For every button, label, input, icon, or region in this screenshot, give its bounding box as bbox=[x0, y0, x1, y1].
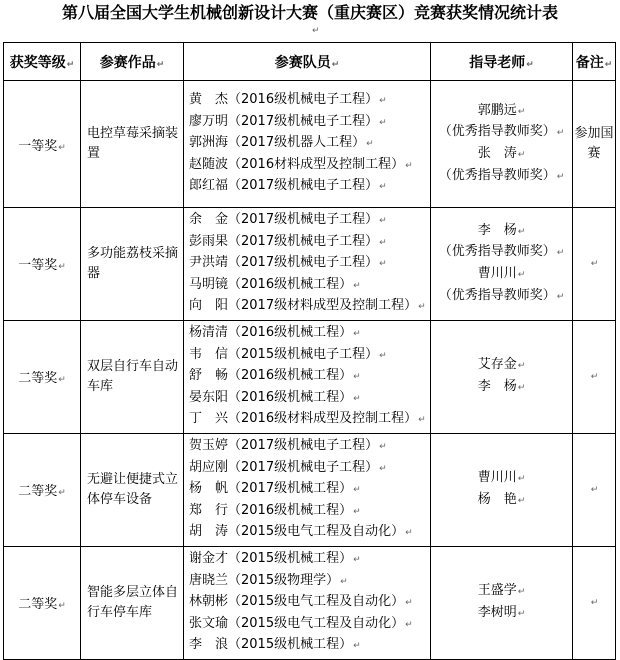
work-cell bbox=[81, 320, 184, 433]
paragraph-mark-icon: ↵ bbox=[556, 171, 565, 182]
paragraph-mark-icon: ↵ bbox=[590, 372, 599, 383]
advisor-text: 曹川川 bbox=[477, 470, 517, 486]
advisor-text: （优秀指导教师奖） bbox=[438, 244, 556, 260]
work-title: 双层自行车自动车库 bbox=[87, 358, 179, 394]
paragraph-mark-icon: ↵ bbox=[590, 485, 599, 496]
team-member bbox=[189, 614, 430, 636]
paragraph-mark-icon: ↵ bbox=[556, 291, 565, 302]
advisor-line bbox=[431, 490, 572, 512]
advisor-text: 李 杨 bbox=[477, 378, 517, 394]
team-members-cell bbox=[184, 433, 431, 546]
award-rank: 一等奖 bbox=[18, 138, 58, 154]
note-cell bbox=[573, 208, 616, 321]
advisor-line bbox=[431, 581, 572, 603]
team-member-text: 唐晓兰（2015级物理学） bbox=[189, 572, 340, 588]
team-member-text: 廖万明（2017级机械电子工程） bbox=[189, 113, 379, 129]
page-title: 第八届全国大学生机械创新设计大赛（重庆赛区）竞赛获奖情况统计表 bbox=[61, 3, 558, 22]
work-cell bbox=[81, 208, 184, 321]
paragraph-mark-icon: ↵ bbox=[405, 528, 413, 539]
advisor-line bbox=[431, 377, 572, 399]
paragraph-mark-icon: ↵ bbox=[590, 598, 599, 609]
team-member-text: 余 金（2017级机械电子工程） bbox=[189, 212, 379, 227]
table-row bbox=[4, 546, 616, 659]
advisor-line bbox=[431, 286, 572, 308]
note-cell bbox=[573, 546, 616, 659]
advisor-text: 艾存金 bbox=[477, 357, 517, 373]
team-member-text: 谢金才（2015级机械工程） bbox=[189, 550, 353, 566]
note-cell bbox=[573, 433, 616, 546]
paragraph-mark-icon: ↵ bbox=[353, 506, 361, 517]
work-cell bbox=[81, 81, 184, 208]
award-rank-cell bbox=[4, 433, 81, 546]
paragraph-mark-icon: ↵ bbox=[58, 375, 66, 386]
header-advisor: 指导老师↵ bbox=[431, 43, 573, 81]
team-member bbox=[189, 479, 430, 501]
paragraph-mark-icon: ↵ bbox=[353, 372, 361, 383]
work-title: 电控草莓采摘装置 bbox=[87, 126, 179, 161]
award-rank: 二等奖 bbox=[18, 371, 58, 387]
note-cell bbox=[573, 81, 616, 208]
paragraph-mark-icon: ↵ bbox=[58, 142, 66, 153]
team-members-cell bbox=[184, 81, 431, 208]
team-member-text: 马明镜（2016级机械工程） bbox=[189, 276, 353, 292]
awards-table bbox=[3, 42, 616, 660]
header-note: 备注↵ bbox=[573, 43, 616, 81]
advisor-cell bbox=[431, 320, 573, 433]
paragraph-mark-icon: ↵ bbox=[517, 608, 526, 619]
paragraph-mark-icon: ↵ bbox=[312, 26, 320, 36]
paragraph-mark-icon: ↵ bbox=[353, 554, 361, 565]
advisor-line bbox=[431, 101, 572, 123]
advisor-line bbox=[431, 144, 572, 166]
award-rank: 一等奖 bbox=[18, 258, 58, 274]
paragraph-mark-icon: ↵ bbox=[379, 216, 387, 226]
team-member-text: 彭雨果（2017级机械电子工程） bbox=[189, 233, 379, 249]
paragraph-mark-icon: ↵ bbox=[405, 619, 413, 630]
team-member-text: 张文瑜（2015级电气工程及自动化） bbox=[189, 615, 405, 631]
team-member-text: 晏东阳（2016级机械工程） bbox=[189, 389, 353, 405]
paragraph-mark-icon: ↵ bbox=[353, 280, 361, 291]
team-member-text: 黄 杰（2016级机械电子工程） bbox=[189, 92, 379, 108]
work-title: 智能多层立体自行车停车库 bbox=[87, 584, 179, 620]
team-member bbox=[189, 275, 430, 297]
work-cell bbox=[81, 546, 184, 659]
team-member bbox=[189, 549, 430, 571]
advisor-text: 张 涛 bbox=[477, 146, 517, 161]
advisor-line bbox=[431, 468, 572, 490]
team-members-cell bbox=[184, 546, 431, 659]
advisor-text: 李树明 bbox=[477, 604, 517, 620]
team-member bbox=[189, 133, 430, 155]
team-member-text: 尹洪靖（2017级机械电子工程） bbox=[189, 255, 379, 271]
team-member-text: 赵随波（2016材料成型及控制工程） bbox=[189, 156, 405, 172]
paragraph-mark-icon: ↵ bbox=[517, 382, 526, 393]
advisor-line bbox=[431, 221, 572, 243]
team-members-cell bbox=[184, 320, 431, 433]
header-team: 参赛队员↵ bbox=[184, 43, 431, 81]
advisor-cell bbox=[431, 433, 573, 546]
paragraph-mark-icon: ↵ bbox=[379, 441, 387, 452]
advisor-text: 杨 艳 bbox=[477, 491, 517, 507]
advisor-text: 曹川川 bbox=[477, 265, 517, 281]
team-member-text: 李 浪（2015级机械工程） bbox=[189, 637, 353, 653]
team-member bbox=[189, 409, 430, 431]
award-rank-cell bbox=[4, 81, 81, 208]
header-rank: 获奖等级↵ bbox=[4, 43, 81, 81]
advisor-line bbox=[431, 603, 572, 625]
team-member bbox=[189, 323, 430, 345]
team-members-cell bbox=[184, 208, 431, 321]
table-row bbox=[4, 433, 616, 546]
award-rank-cell bbox=[4, 546, 81, 659]
paragraph-mark-icon: ↵ bbox=[379, 237, 387, 248]
paragraph-mark-icon: ↵ bbox=[58, 601, 66, 612]
paragraph-mark-icon: ↵ bbox=[556, 248, 565, 259]
team-member-text: 韦 信（2015级机械电子工程） bbox=[189, 346, 379, 362]
table-row bbox=[4, 81, 616, 208]
team-member bbox=[189, 296, 430, 318]
team-member bbox=[189, 571, 430, 593]
advisor-line bbox=[431, 264, 572, 286]
paragraph-mark-icon: ↵ bbox=[58, 488, 66, 499]
team-member bbox=[189, 388, 430, 410]
team-member bbox=[189, 345, 430, 367]
advisor-text: （优秀指导教师奖） bbox=[438, 287, 556, 303]
paragraph-mark-icon: ↵ bbox=[379, 259, 387, 270]
advisor-text: 郭鹏远 bbox=[477, 102, 517, 118]
team-member bbox=[189, 90, 430, 112]
team-member-text: 郎红福（2017级机械电子工程） bbox=[189, 178, 379, 194]
team-member bbox=[189, 501, 430, 523]
team-member bbox=[189, 592, 430, 614]
note-text: 参加国赛 bbox=[574, 126, 614, 161]
paragraph-mark-icon: ↵ bbox=[353, 485, 361, 496]
paragraph-mark-icon: ↵ bbox=[340, 576, 348, 587]
team-member-text: 丁 兴（2016级材料成型及控制工程） bbox=[189, 411, 418, 427]
award-rank-cell bbox=[4, 208, 81, 321]
team-member bbox=[189, 176, 430, 198]
team-member-text: 杨清清（2016级机械工程） bbox=[189, 324, 353, 340]
paragraph-mark-icon: ↵ bbox=[405, 598, 413, 609]
advisor-text: 李 杨 bbox=[477, 222, 517, 238]
table-row bbox=[4, 320, 616, 433]
advisor-text: （优秀指导教师奖） bbox=[438, 124, 556, 140]
team-member bbox=[189, 458, 430, 480]
paragraph-mark-icon: ↵ bbox=[517, 495, 526, 506]
paragraph-mark-icon: ↵ bbox=[517, 106, 526, 117]
team-member bbox=[189, 635, 430, 657]
team-member bbox=[189, 366, 430, 388]
team-member bbox=[189, 210, 430, 232]
advisor-cell bbox=[431, 81, 573, 208]
award-rank: 二等奖 bbox=[18, 597, 58, 613]
team-member-text: 胡 涛（2015级电气工程及自动化） bbox=[189, 524, 405, 540]
table-row bbox=[4, 208, 616, 321]
paragraph-mark-icon: ↵ bbox=[517, 587, 526, 598]
paragraph-mark-icon: ↵ bbox=[556, 128, 565, 139]
paragraph-mark-icon: ↵ bbox=[405, 160, 413, 171]
team-member bbox=[189, 232, 430, 254]
advisor-line bbox=[431, 242, 572, 264]
team-member-text: 舒 畅（2016级机械工程） bbox=[189, 368, 353, 384]
table-header-row bbox=[4, 43, 616, 81]
team-member-text: 向 阳（2017级材料成型及控制工程） bbox=[189, 298, 418, 314]
team-member-text: 贺玉婷（2017级机械电子工程） bbox=[189, 437, 379, 453]
paragraph-mark-icon: ↵ bbox=[379, 182, 387, 193]
paragraph-mark-icon: ↵ bbox=[379, 350, 387, 361]
advisor-line bbox=[431, 122, 572, 144]
team-member-text: 郭洲海（2017级机器人工程） bbox=[189, 135, 366, 151]
paragraph-mark-icon: ↵ bbox=[418, 302, 426, 313]
award-rank-cell bbox=[4, 320, 81, 433]
note-cell bbox=[573, 320, 616, 433]
advisor-text: （优秀指导教师奖） bbox=[438, 167, 556, 183]
paragraph-mark-icon: ↵ bbox=[517, 150, 526, 160]
team-member-text: 林朝彬（2015级电气工程及自动化） bbox=[189, 594, 405, 610]
team-member bbox=[189, 522, 430, 544]
team-member-text: 杨 帆（2017级机械工程） bbox=[189, 481, 353, 497]
paragraph-mark-icon: ↵ bbox=[353, 641, 361, 652]
advisor-line bbox=[431, 166, 572, 188]
advisor-cell bbox=[431, 546, 573, 659]
paragraph-mark-icon: ↵ bbox=[517, 269, 526, 280]
paragraph-mark-icon: ↵ bbox=[58, 262, 66, 273]
award-rank: 二等奖 bbox=[18, 484, 58, 500]
team-member-text: 胡应刚（2017级机械电子工程） bbox=[189, 459, 379, 475]
paragraph-mark-icon: ↵ bbox=[353, 328, 361, 339]
paragraph-mark-icon: ↵ bbox=[517, 361, 526, 372]
team-member bbox=[189, 155, 430, 177]
paragraph-mark-icon: ↵ bbox=[353, 393, 361, 404]
advisor-cell bbox=[431, 208, 573, 321]
paragraph-mark-icon: ↵ bbox=[379, 96, 387, 107]
work-cell bbox=[81, 433, 184, 546]
paragraph-mark-icon: ↵ bbox=[517, 226, 526, 237]
paragraph-mark-icon: ↵ bbox=[590, 259, 599, 270]
paragraph-mark-icon: ↵ bbox=[418, 415, 426, 426]
paragraph-mark-icon: ↵ bbox=[366, 139, 374, 150]
paragraph-mark-icon: ↵ bbox=[517, 474, 526, 485]
advisor-line bbox=[431, 355, 572, 377]
paragraph-mark-icon: ↵ bbox=[379, 463, 387, 474]
work-title: 多功能荔枝采摘器 bbox=[87, 245, 179, 281]
team-member-text: 郑 行（2016级机械工程） bbox=[189, 502, 353, 518]
advisor-text: 王盛学 bbox=[477, 583, 517, 599]
paragraph-mark-icon: ↵ bbox=[379, 117, 387, 128]
team-member bbox=[189, 253, 430, 275]
team-member bbox=[189, 436, 430, 458]
team-member bbox=[189, 112, 430, 134]
work-title: 无避让便捷式立体停车设备 bbox=[87, 471, 179, 507]
header-work: 参赛作品↵ bbox=[81, 43, 184, 81]
